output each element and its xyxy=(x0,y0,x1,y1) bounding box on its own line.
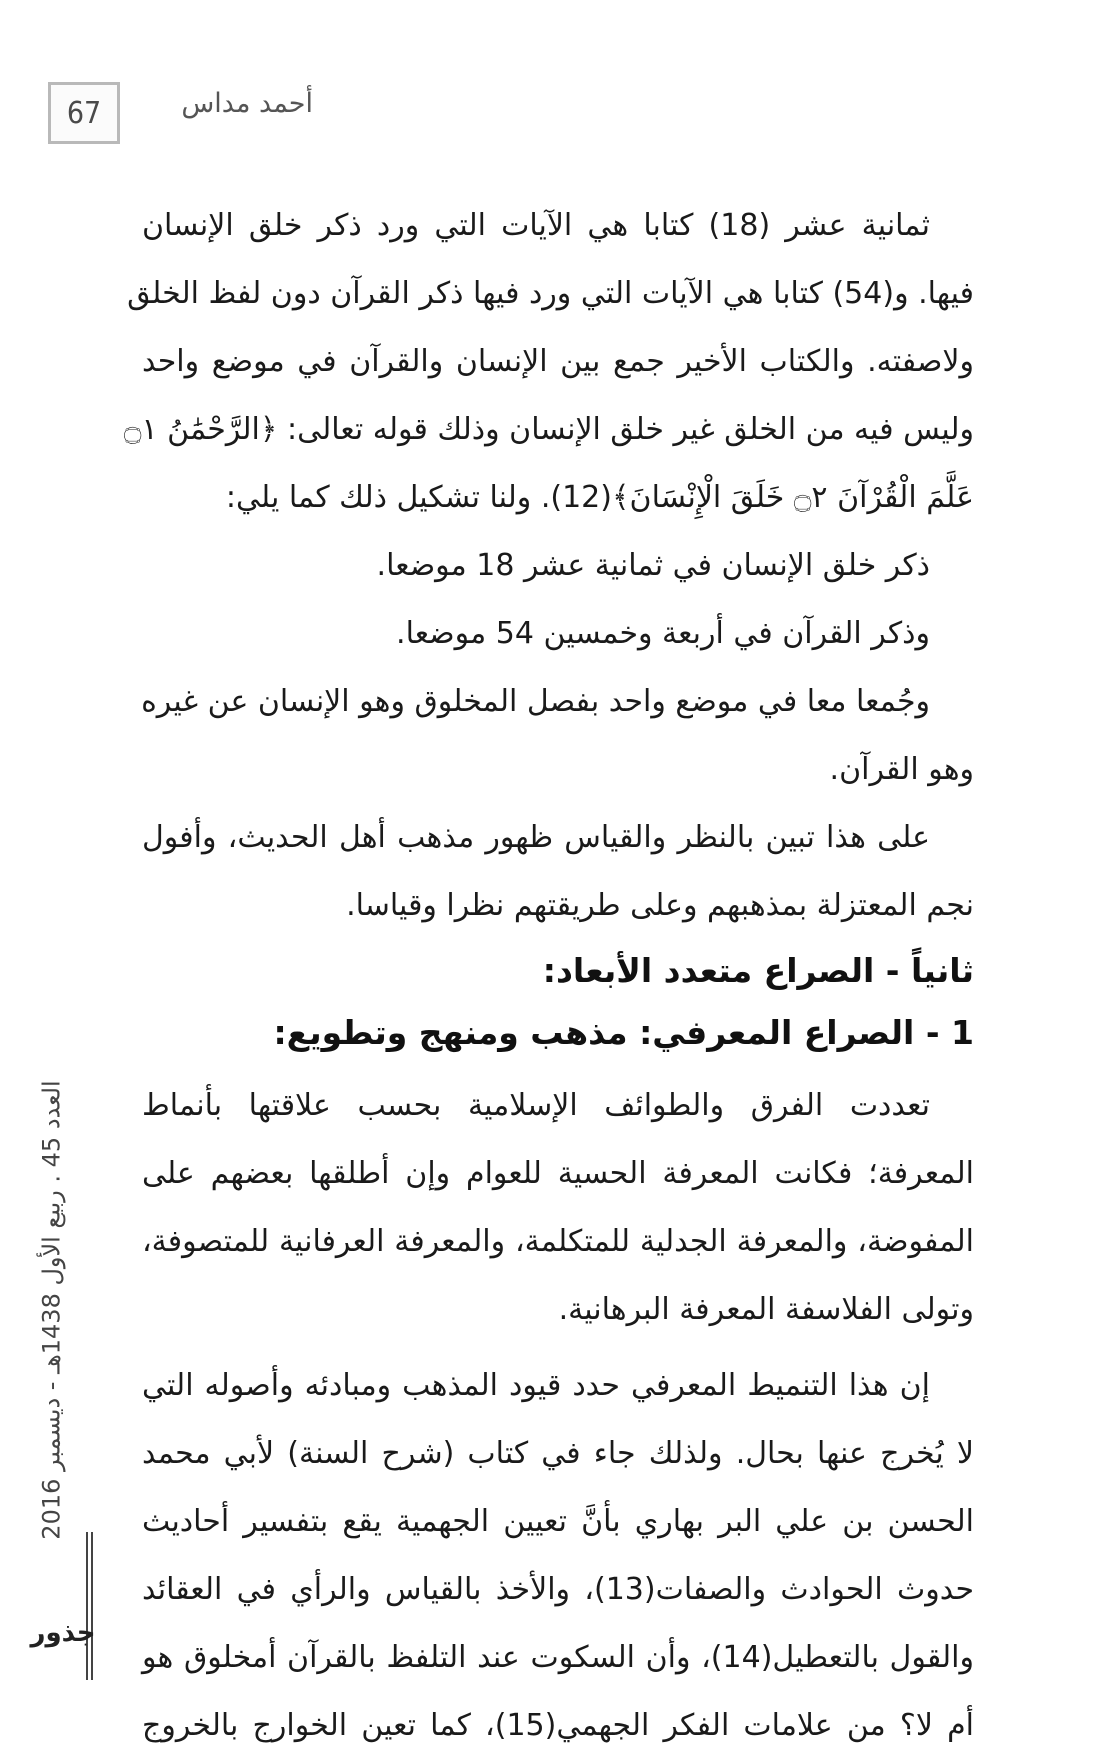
section-heading: ثانياً - الصراع متعدد الأبعاد: xyxy=(542,951,974,990)
text-line: تعددت الفرق والطوائف الإسلامية بحسب علاقتها بأنماط xyxy=(142,1088,930,1123)
subsection-heading: 1 - الصراع المعرفي: مذهب ومنهج وتطويع: xyxy=(273,1013,974,1052)
text-line: ولاصفته. والكتاب الأخير جمع بين الإنسان والقرآن في موضع واحد xyxy=(142,344,974,379)
list-item: ذكر خلق الإنسان في ثمانية عشر 18 موضعا. xyxy=(376,548,930,583)
text-line: لا يُخرج عنها بحال. ولذلك جاء في كتاب (شرح السنة) لأبي محمد xyxy=(142,1436,974,1471)
text-line: نجم المعتزلة بمذهبهم وعلى طريقتهم نظرا وقياسا. xyxy=(346,888,974,923)
text-line: المعرفة؛ فكانت المعرفة الحسية للعوام وإن أطلقها بعضهم على xyxy=(142,1156,974,1191)
text-line: وليس فيه من الخلق غير خلق الإنسان وذلك قوله تعالى: ﴿الرَّحْمَٰنُ ۝١ xyxy=(123,412,974,447)
quran-verse-line: عَلَّمَ الْقُرْآنَ ۝٢ خَلَقَ الْإِنْسَانَ﴾(12). ولنا تشكيل ذلك كما يلي: xyxy=(225,480,974,515)
list-item: وذكر القرآن في أربعة وخمسين 54 موضعا. xyxy=(396,616,930,651)
article-body xyxy=(123,192,975,1760)
list-item: وجُمعا معا في موضع واحد بفصل المخلوق وهو الإنسان عن غيره xyxy=(141,684,930,719)
text-line: حدوث الحوادث والصفات(13)، والأخذ بالقياس والرأي في العقائد xyxy=(142,1572,974,1607)
text-line: المفوضة، والمعرفة الجدلية للمتكلمة، والمعرفة العرفانية للمتصوفة، xyxy=(142,1224,974,1259)
journal-logo: جذور xyxy=(30,1618,96,1648)
text-line: فيها. و(54) كتابا هي الآيات التي ورد فيها ذكر القرآن دون لفظ الخلق xyxy=(127,276,974,311)
journal-issue-text: العدد 45 . ربيع الأول 1438هـ - ديسمبر 2016 xyxy=(38,1080,66,1540)
journal-issue-info xyxy=(22,1040,82,1580)
text-line: والقول بالتعطيل(14)، وأن السكوت عند التلفظ بالقرآن أمخلوق هو xyxy=(142,1640,974,1675)
author-name: أحمد مداس xyxy=(181,88,313,119)
text-line: أم لا؟ من علامات الفكر الجهمي(15)، كما تعين الخوارج بالخروج xyxy=(142,1708,975,1743)
text-line: إن هذا التنميط المعرفي حدد قيود المذهب ومبادئه وأصوله التي xyxy=(142,1368,930,1403)
text-line: الحسن بن علي البر بهاري بأنَّ تعيين الجهمية يقع بتفسير أحاديث xyxy=(142,1504,974,1539)
text-line: وهو القرآن. xyxy=(829,752,974,787)
text-line: على هذا تبين بالنظر والقياس ظهور مذهب أهل الحديث، وأفول xyxy=(142,820,930,855)
text-line: وتولى الفلاسفة المعرفة البرهانية. xyxy=(558,1292,974,1327)
text-line: ثمانية عشر (18) كتابا هي الآيات التي ورد ذكر خلق الإنسان xyxy=(142,208,930,243)
page-number: 67 xyxy=(48,82,120,144)
